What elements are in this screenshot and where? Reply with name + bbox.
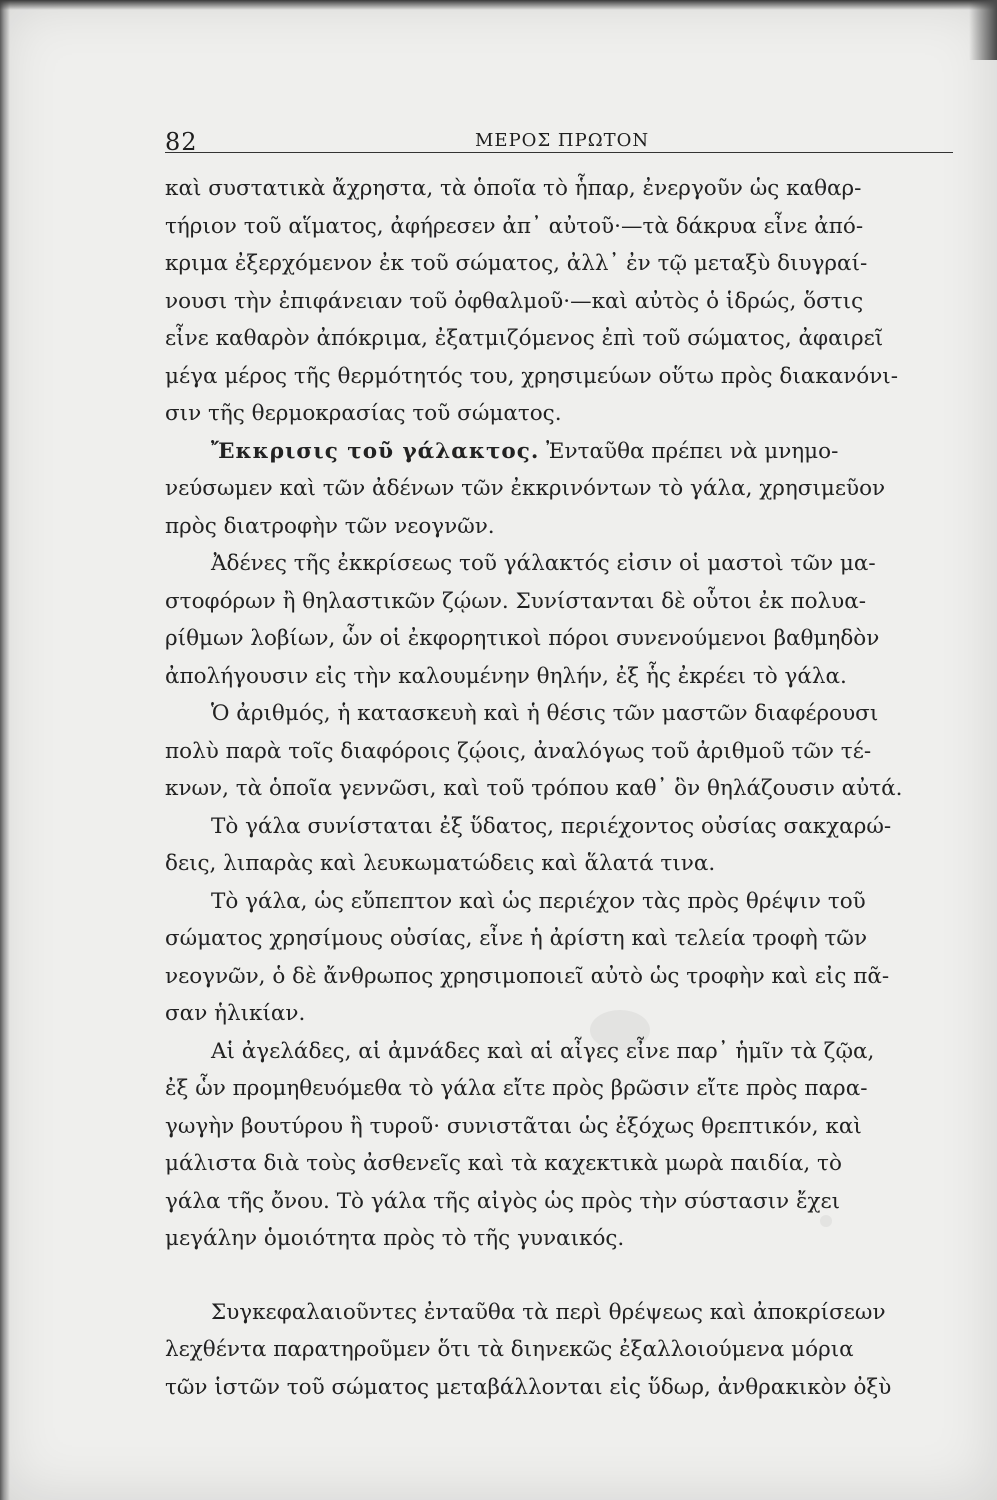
- paragraph: [165, 695, 985, 808]
- paragraph: [165, 808, 985, 883]
- text-line: ἐξ ὧν προμηθευόμεθα τὸ γάλα εἴτε πρὸς βρῶσιν εἴτε πρὸς παρα-: [165, 1076, 868, 1101]
- text-line: Ὁ ἀριθμός, ἡ κατασκευὴ καὶ ἡ θέσις τῶν μαστῶν διαφέρουσι: [211, 701, 879, 726]
- text-line: ρίθμων λοβίων, ὧν οἱ ἐκφορητικοὶ πόροι συνενούμενοι βαθμηδὸν: [165, 626, 880, 651]
- text-line: εἶνε καθαρὸν ἀπόκριμα, ἐξατμιζόμενος ἐπὶ τοῦ σώματος, ἀφαιρεῖ: [165, 326, 884, 351]
- paragraph: [165, 545, 985, 695]
- text-line: [165, 433, 985, 471]
- text-line: στοφόρων ἢ θηλαστικῶν ζῴων. Συνίστανται δὲ οὗτοι ἐκ πολυα-: [165, 588, 867, 614]
- paragraph-gap: [165, 1258, 985, 1294]
- paragraph: [165, 170, 985, 433]
- text-line: Συγκεφαλαιοῦντες ἐνταῦθα τὰ περὶ θρέψεως καὶ ἀποκρίσεων: [211, 1299, 886, 1325]
- page-edge-shadow: [0, 0, 10, 1500]
- text-line: σώματος χρησίμους οὐσίας, εἶνε ἡ ἀρίστη καὶ τελεία τροφὴ τῶν: [165, 926, 868, 951]
- text-line: κριμα ἐξερχόμενον ἐκ τοῦ σώματος, ἀλλ᾽ ἐν τῷ μεταξὺ διυγραί-: [165, 251, 868, 276]
- text-line: μάλιστα διὰ τοὺς ἀσθενεῖς καὶ τὰ καχεκτικὰ μωρὰ παιδία, τὸ: [165, 1151, 842, 1176]
- text-line: δεις, λιπαρὰς καὶ λευκωματώδεις καὶ ἅλατά τινα.: [165, 851, 716, 876]
- paragraph: [165, 1294, 985, 1407]
- text-line: κνων, τὰ ὁποῖα γεννῶσι, καὶ τοῦ τρόπου καθ᾽ ὃν θηλάζουσιν αὐτά.: [165, 776, 903, 801]
- text-line: Αἱ ἀγελάδες, αἱ ἀμνάδες καὶ αἱ αἶγες εἶνε παρ᾽ ἡμῖν τὰ ζῷα,: [211, 1038, 875, 1064]
- text-line: γάλα τῆς ὄνου. Τὸ γάλα τῆς αἰγὸς ὡς πρὸς τὴν σύστασιν ἔχει: [165, 1188, 841, 1214]
- text-line: γωγὴν βουτύρου ἢ τυροῦ· συνιστᾶται ὡς ἐξόχως θρεπτικόν, καὶ: [165, 1113, 862, 1139]
- header-rule: [165, 152, 953, 153]
- paragraph: [165, 433, 985, 546]
- text-line: νεογνῶν, ὁ δὲ ἄνθρωπος χρησιμοποιεῖ αὐτὸ ὡς τροφὴν καὶ εἰς πᾶ-: [165, 963, 890, 989]
- text-line: τήριον τοῦ αἵματος, ἀφήρεσεν ἀπ᾽ αὐτοῦ·—τὰ δάκρυα εἶνε ἀπό-: [165, 213, 864, 239]
- text-line: μέγα μέρος τῆς θερμότητός του, χρησιμεύων οὕτω πρὸς διακανόνι-: [165, 363, 899, 389]
- text-run: Ἐνταῦθα πρέπει νὰ μνημο-: [539, 438, 839, 464]
- page-number: 82: [165, 128, 198, 156]
- paragraph: [165, 1033, 985, 1258]
- text-line: ἀπολήγουσιν εἰς τὴν καλουμένην θηλήν, ἐξ ἧς ἐκρέει τὸ γάλα.: [165, 663, 847, 689]
- paragraph: [165, 883, 985, 1033]
- page-top-shadow: [0, 0, 997, 10]
- section-heading: Ἔκκρισις τοῦ γάλακτος.: [211, 438, 540, 464]
- page-corner-shadow: [969, 0, 997, 60]
- body-text: [165, 170, 985, 1406]
- text-line: σιν τῆς θερμοκρασίας τοῦ σώματος.: [165, 401, 562, 426]
- running-head: ΜΕΡΟΣ ΠΡΩΤΟΝ: [475, 130, 650, 151]
- text-line: νεύσωμεν καὶ τῶν ἀδένων τῶν ἐκκρινόντων τὸ γάλα, χρησιμεῦον: [165, 476, 886, 501]
- text-line: πρὸς διατροφὴν τῶν νεογνῶν.: [165, 513, 495, 539]
- text-line: τῶν ἱστῶν τοῦ σώματος μεταβάλλονται εἰς ὕδωρ, ἀνθρακικὸν ὀξὺ: [165, 1374, 892, 1400]
- text-line: Ἀδένες τῆς ἐκκρίσεως τοῦ γάλακτός εἰσιν οἱ μαστοὶ τῶν μα-: [211, 551, 876, 576]
- text-line: Τὸ γάλα συνίσταται ἐξ ὕδατος, περιέχοντος οὐσίας σακχαρώ-: [211, 813, 892, 839]
- text-line: σαν ἡλικίαν.: [165, 1001, 306, 1026]
- text-line: νουσι τὴν ἐπιφάνειαν τοῦ ὀφθαλμοῦ·—καὶ αὐτὸς ὁ ἱδρώς, ὅστις: [165, 288, 864, 314]
- text-line: λεχθέντα παρατηροῦμεν ὅτι τὰ διηνεκῶς ἐξαλλοιούμενα μόρια: [165, 1337, 854, 1362]
- text-line: Τὸ γάλα, ὡς εὔπεπτον καὶ ὡς περιέχον τὰς πρὸς θρέψιν τοῦ: [211, 888, 866, 914]
- text-line: πολὺ παρὰ τοῖς διαφόροις ζῴοις, ἀναλόγως τοῦ ἀριθμοῦ τῶν τέ-: [165, 738, 872, 764]
- text-line: μεγάλην ὁμοιότητα πρὸς τὸ τῆς γυναικός.: [165, 1226, 625, 1251]
- text-line: καὶ συστατικὰ ἄχρηστα, τὰ ὁποῖα τὸ ἧπαρ, ἐνεργοῦν ὡς καθαρ-: [165, 176, 862, 201]
